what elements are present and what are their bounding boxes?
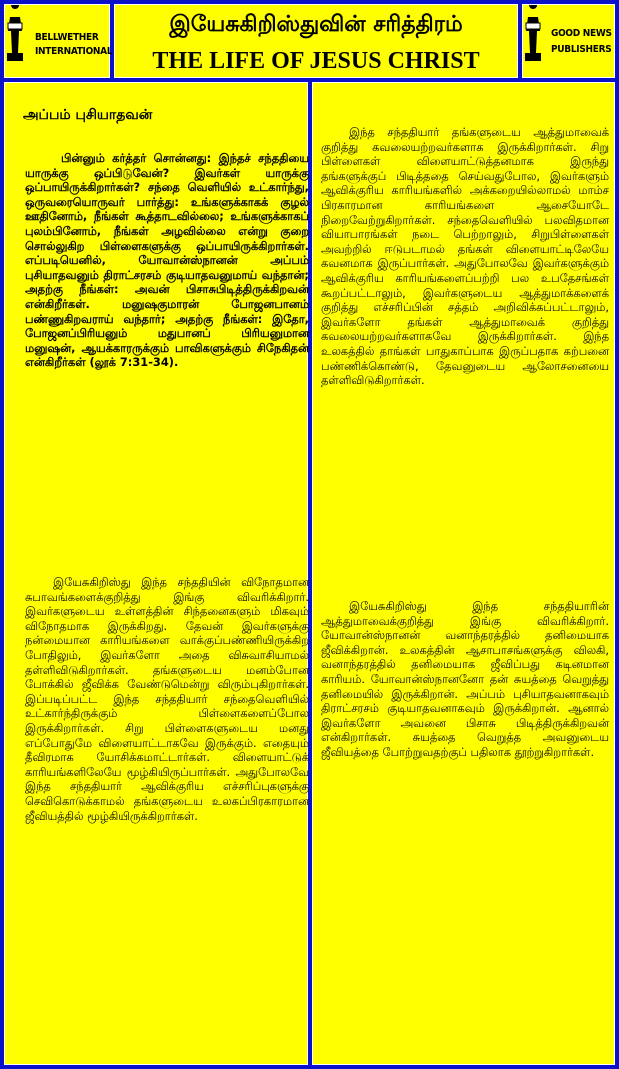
bellwether-logo	[4, 4, 113, 78]
good-news-logo	[522, 4, 615, 78]
page-title-tamil: இயேசுகிறிஸ்துவின் சரித்திரம்	[169, 12, 463, 37]
man-reading-icon	[523, 5, 543, 61]
title-banner	[114, 4, 518, 78]
page-title-english: THE LIFE OF JESUS CHRIST	[152, 48, 480, 74]
quote-text: பின்னும் கர்த்தர் சொன்னது: இந்தச் சந்ததியை யாருக்கு ஒப்பிடுவேன்? இவர்கள் யாருக்கு ஒப்பாயிருக்கிறார்கள்? சந்தை வெளியில் உட்கார்ந்து, ஒருவரையொருவர் பார்த்து: உங்களுக்காகக் குழல் ஊதினோம், நீங்கள் கூத்தாடவில்லை; உங்களுக்காகப் புலம்பினோம், நீங்கள் அழவில்லை என்று குறை சொல்லுகிற பிள்ளைகளுக்கு ஒப்பாயிருக்கிறார்கள். எப்படியெனில், யோவான்ஸ்நானன் அப்பம் புசியாதவனும் திராட்சரசம் குடியாதவனுமாய் வந்தான்; அதற்கு நீங்கள்: அவன் பிசாசுபிடித்திருக்கிறவன் என்கிறீர்கள். மனுஷகுமாரன் போஜனபானம் பண்ணுகிறவராய் வந்தார்; அதற்கு நீங்கள்: இதோ, போஜனப்பிரியனும் மதுபானப் பிரியனுமான மனுஷன், ஆயக்காரருக்கும் பாவிகளுக்கும் சிநேகிதன் என்கிறீர்கள் (லூக் 7:31-34).	[25, 151, 309, 370]
bellwether-line2: INTERNATIONAL	[35, 46, 113, 57]
scripture-quote	[25, 151, 309, 370]
right-column	[312, 82, 615, 1065]
bellwether-line1: BELLWETHER	[35, 32, 99, 43]
paragraph-text: இயேசுகிறிஸ்து இந்த சந்ததியின் விநோதமான சுபாவங்களைக்குறித்து இங்கு விவரிக்கிறார். இவர்களுடைய உள்ளத்தின் சிந்தனைகளும் மிகவும் விநோதமாக இருக்கிறது. தேவன் இவர்களுக்கு நன்மையான காரியங்களை வாக்குப்பண்ணியிருக்கிற போதிலும், இவர்களோ அதை விசுவாசியாமல் தள்ளிவிடுகிறார்கள். தங்களுடைய மனம்போன போக்கில் ஜீவிக்க வேண்டுமென்று விரும்புகிறார்கள். இப்படிப்பட்ட இந்த சந்ததியார் சந்தைவெளியில் உட்கார்ந்திருக்கும் பிள்ளைகளைப்போல இருக்கிறார்கள். சிறு பிள்ளைகளுடைய மனது எப்போதுமே விளையாட்டாகவே இருக்கும். எதையும் தீவிரமாக யோசிக்கமாட்டார்கள். விளையாட்டுக் காரியங்களிலேயே மூழ்கியிருப்பார்கள். அதுபோலவே இந்த சந்ததியார் ஆவிக்குரிய எச்சரிப்புகளுக்கு செவிகொடுக்காமல் தங்களுடைய உலகப்பிரகாரமான ஜீவியத்தில் மூழ்கியிருக்கிறார்கள்.	[25, 575, 309, 823]
good-news-line2: PUBLISHERS	[551, 44, 612, 55]
right-paragraph-2	[321, 599, 609, 760]
man-reading-icon	[5, 5, 25, 61]
right-paragraph-1	[321, 125, 609, 388]
paragraph-text: இந்த சந்ததியார் தங்களுடைய ஆத்துமாவைக் குறித்து கவலையற்றவர்களாக இருக்கிறார்கள். சிறு பிள்ளைகள் விளையாட்டுத்தனமாக இருந்து தங்களுக்குப் பிடித்ததை செய்வதுபோல, இவர்களும் ஆவிக்குரிய காரியங்களில் அக்கறையில்லாமல் மாம்ச பிரகாரமான காரியங்களை ஆசையோடே நிறைவேற்றுகிறார்கள். சந்தைவெளியில் பலவிதமான வியாபாரங்கள் நடை பெற்றாலும், சிறுபிள்ளைகள் அவற்றில் ஈடுபடாமல் தங்கள் விளையாட்டிலேயே கவனமாக இருப்பார்கள். அதுபோலவே இவர்களுக்கும் ஆவிக்குரிய காரியங்களைப்பற்றி பல உபதேசங்கள் கூறப்பட்டாலும், இவர்களுடைய ஆத்துமாக்களைக் குறித்து எச்சரிப்பின் சத்தம் அறிவிக்கப்பட்டாலும், இவர்களோ தங்கள் ஆத்துமாவைக் குறித்து கவலையற்றவர்களாகவே இருக்கிறார்கள். இந்த உலகத்தில் தாங்கள் பாதுகாப்பாக இருப்பதாக கற்பனை பண்ணிக்கொண்டு, தேவனுடைய ஆலோசனையை தள்ளிவிடுகிறார்கள்.	[321, 125, 609, 388]
left-column	[4, 82, 308, 1065]
left-paragraph	[25, 575, 309, 823]
good-news-line1: GOOD NEWS	[551, 28, 612, 39]
section-heading: அப்பம் புசியாதவன்	[23, 107, 153, 123]
paragraph-text: இயேசுகிறிஸ்து இந்த சந்ததியாரின் ஆத்துமாவைக்குறித்து இங்கு விவரிக்கிறார். யோவான்ஸ்நானன் வனாந்தரத்தில் தனிமையாக ஜீவிக்கிறான். உலகத்தின் ஆசாபாசங்களுக்கு விலகி, வனாந்தரத்தில் தனிமையாக ஜீவிப்பது கடினமான காரியம். யோவான்ஸ்நானனோ தன் சுயத்தை வெறுத்து தனிமையில் இருக்கிறான். அப்பம் புசியாதவனாகவும் திராட்சரசம் குடியாதவனாகவும் இருக்கிறான். ஆனால் இவர்களோ அவனை பிசாசு பிடித்திருக்கிறவன் என்கிறார்கள். சுயத்தை வெறுத்த அவனுடைய ஜீவியத்தை போற்றுவதற்குப் பதிலாக தூற்றுகிறார்கள்.	[321, 599, 609, 759]
